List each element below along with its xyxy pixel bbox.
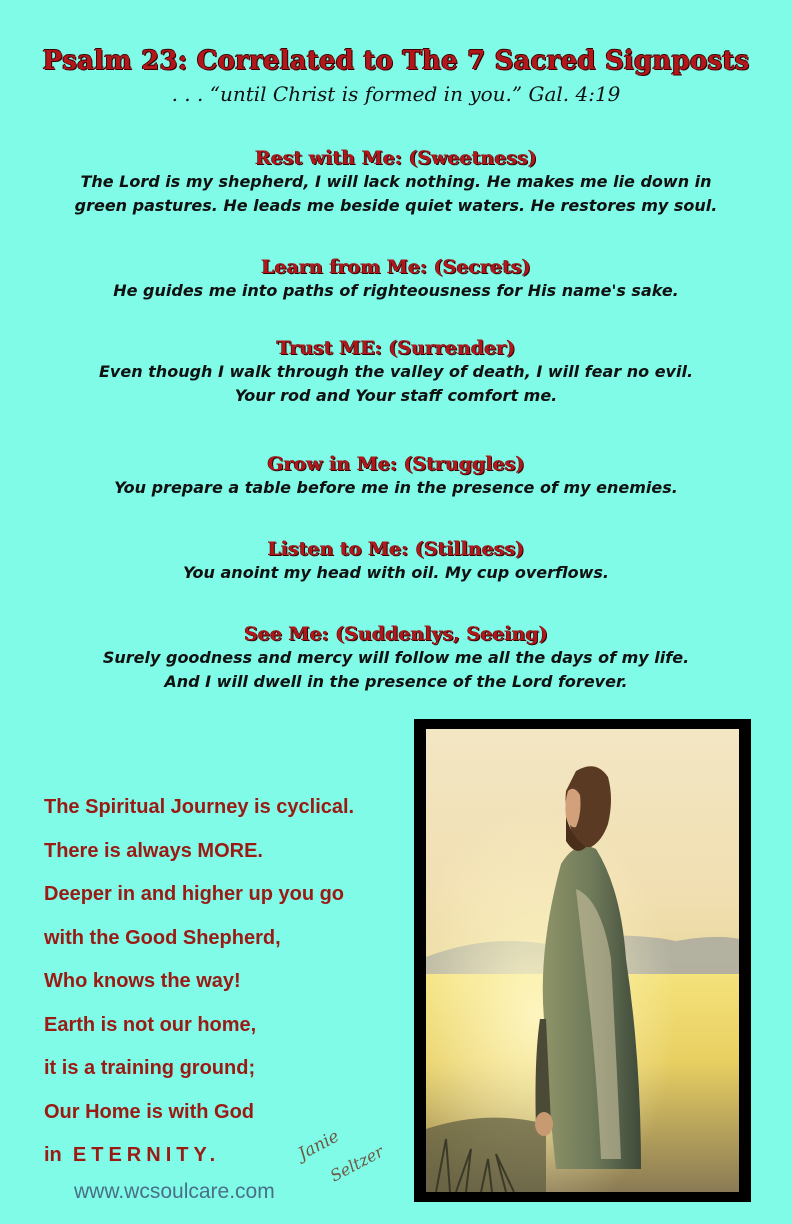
painting-frame xyxy=(414,719,751,1202)
journey-in: in xyxy=(44,1144,62,1166)
verse-line: Even though I walk through the valley of death, I will fear no evil. xyxy=(98,362,694,381)
journey-text xyxy=(44,786,404,1178)
page-title: Psalm 23: Correlated to The 7 Sacred Signposts xyxy=(42,46,750,76)
shepherd-painting xyxy=(426,729,739,1192)
verse-line: He guides me into paths of righteousness for His name's sake. xyxy=(113,281,679,300)
verse-line: The Lord is my shepherd, I will lack nothing. He makes me lie down in xyxy=(80,172,712,191)
journey-line: it is a training ground; xyxy=(44,1057,256,1079)
svg-text:Janie: Janie xyxy=(294,1126,343,1165)
section-listen xyxy=(0,537,792,585)
journey-line: Deeper in and higher up you go xyxy=(44,883,345,905)
journey-line: with the Good Shepherd, xyxy=(44,926,281,949)
section-trust xyxy=(0,336,792,408)
journey-line: Earth is not our home, xyxy=(44,1013,257,1036)
verse-line: green pastures. He leads me beside quiet waters. He restores my soul. xyxy=(74,196,718,215)
section-heading: Rest with Me: (Sweetness) xyxy=(255,147,537,169)
painting-image xyxy=(426,729,739,1192)
website-link[interactable]: www.wcsoulcare.com xyxy=(74,1180,275,1203)
signature-graphic xyxy=(292,1120,412,1190)
verse-line: And I will dwell in the presence of the Lord forever. xyxy=(164,672,628,691)
verse-line: You prepare a table before me in the presence of my enemies. xyxy=(114,478,678,497)
section-rest xyxy=(0,146,792,218)
verse-line: You anoint my head with oil. My cup overflows. xyxy=(183,563,609,582)
journey-line: Who knows the way! xyxy=(44,970,241,992)
section-learn xyxy=(0,255,792,303)
journey-line: Our Home is with God xyxy=(44,1100,255,1123)
section-heading: Listen to Me: (Stillness) xyxy=(267,538,525,560)
eternity-word: ETERNITY. xyxy=(72,1144,221,1166)
section-heading: Learn from Me: (Secrets) xyxy=(261,256,531,278)
svg-text:Seltzer: Seltzer xyxy=(326,1141,387,1186)
section-heading: Trust ME: (Surrender) xyxy=(276,337,516,359)
journey-line: The Spiritual Journey is cyclical. xyxy=(44,796,355,818)
section-see xyxy=(0,622,792,694)
verse-line: Surely goodness and mercy will follow me all the days of my life. xyxy=(102,648,690,667)
journey-line: There is always MORE. xyxy=(44,839,263,862)
verse-line: Your rod and Your staff comfort me. xyxy=(234,386,558,405)
scripture-subtitle: . . . “until Christ is formed in you.” Gal. 4:19 xyxy=(171,82,621,106)
section-grow xyxy=(0,452,792,500)
section-heading: Grow in Me: (Struggles) xyxy=(267,453,525,475)
section-heading: See Me: (Suddenlys, Seeing) xyxy=(244,623,548,645)
signature xyxy=(292,1120,412,1190)
